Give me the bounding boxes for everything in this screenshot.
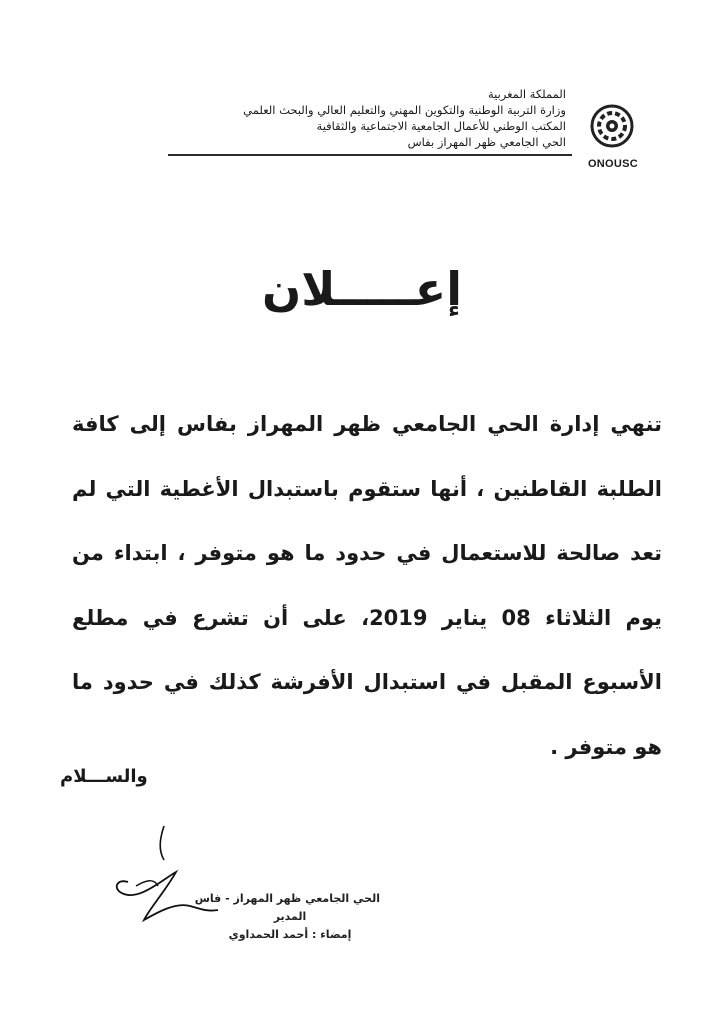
header-line-kingdom: المملكة المغربية — [487, 87, 566, 101]
stamp-title: المدير — [273, 910, 307, 923]
stamp-residence: الحي الجامعي ظهر المهراز - فاس — [194, 892, 380, 905]
institution-header — [166, 86, 566, 150]
document-title: إعـــــلان — [262, 262, 462, 316]
announcement-body: تنهي إدارة الحي الجامعي ظهر المهراز بفاس إلى كافة الطلبة القاطنين ، أنها ستقوم باستبدال الأغطية التي لم تعد صالحة للاستعمال في حدود ما هو متوفر ، ابتداء من يوم الثلاثاء 08 يناير 2019، على أن تشرع في مطلع الأسبوع المقبل في استبدال الأفرشة كذلك في حدود ما هو متوفر . — [72, 412, 663, 759]
header-line-residence: الحي الجامعي ظهر المهراز بفاس — [407, 135, 566, 149]
header-line-ministry: وزارة التربية الوطنية والتكوين المهني والتعليم العالي والبحث العلمي — [243, 103, 566, 117]
header-divider — [168, 154, 572, 156]
logo-caption: ONOUSC — [587, 158, 639, 170]
director-stamp — [194, 890, 380, 944]
onousc-logo-icon — [582, 98, 642, 162]
header-line-office: المكتب الوطني للأعمال الجامعية الاجتماعية والثقافية — [316, 119, 566, 133]
stamp-signatory: إمضاء : أحمد الحمداوي — [228, 928, 352, 941]
closing-salutation: والســـلام — [60, 766, 148, 787]
